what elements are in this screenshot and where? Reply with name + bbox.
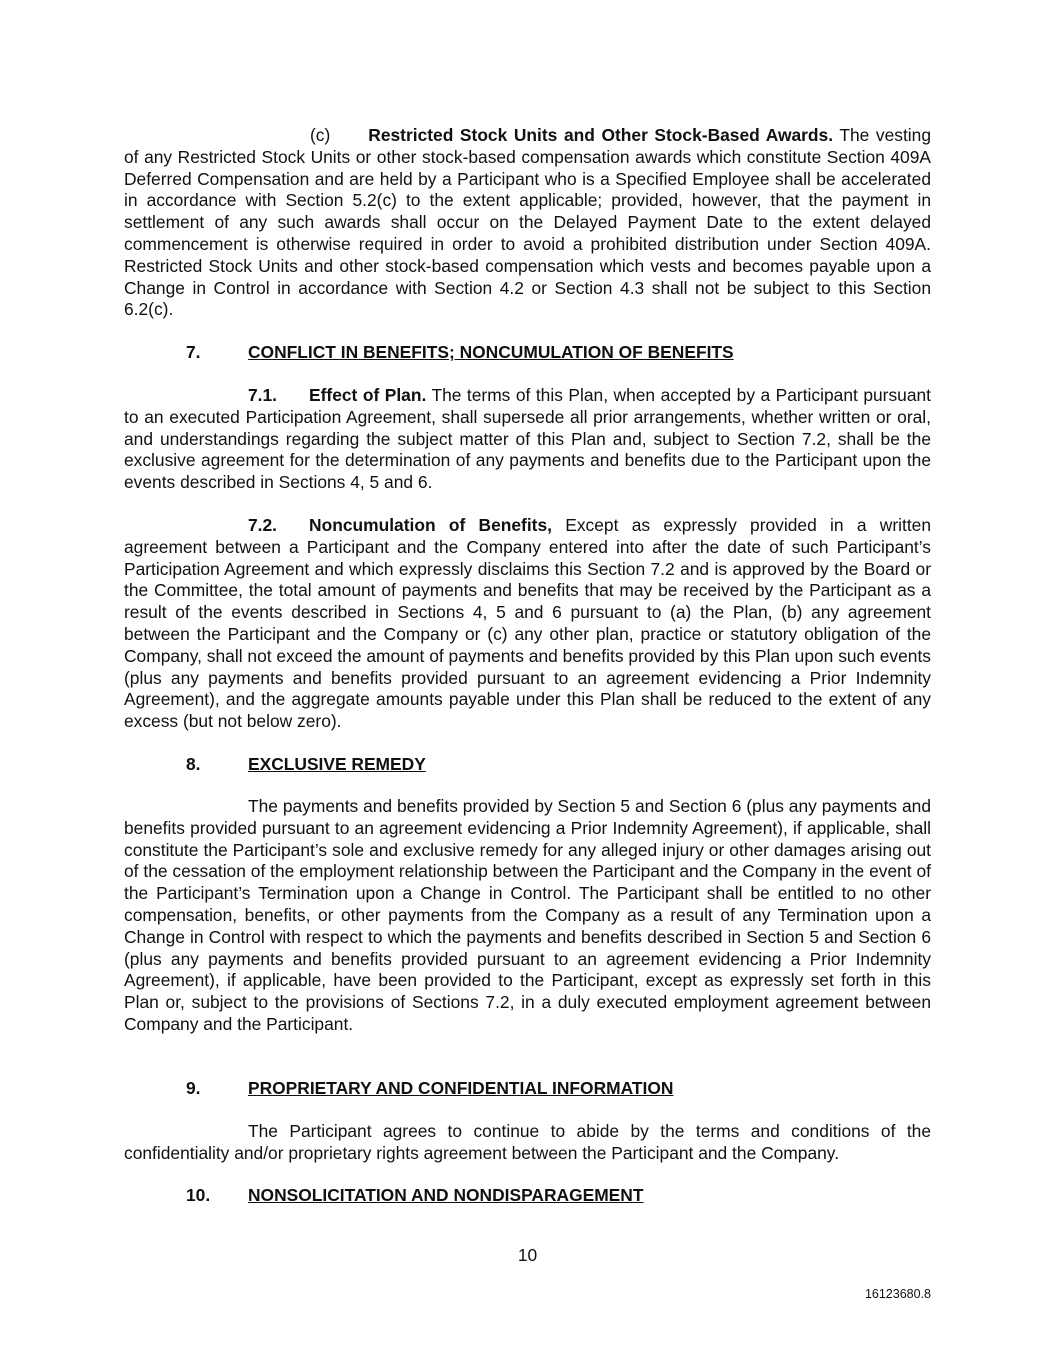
section-title: NONSOLICITATION AND NONDISPARAGEMENT <box>248 1185 644 1205</box>
section-number: 10. <box>186 1185 211 1205</box>
subsection-text: Except as expressly provided in a written agreement between a Participant and the Company entered into after the date of such Participant’s Participation Agreement and which expressly disclaims this Section 7.2 and is approved by the Board or the Committee, the total amount of payments and benefits that may be received by the Participant as a result of the events described in Sections 4, 5 and 6 pursuant to (a) the Plan, (b) any agreement between the Participant and the Company or (c) any other plan, practice or statutory obligation of the Company, shall not exceed the amount of payments and benefits provided by this Plan upon such events (plus any payments and benefits provided pursuant to an agreement evidencing a Prior Indemnity Agreement), and the aggregate amounts payable under this Plan shall be reduced to the extent of any excess (but not below zero). <box>124 515 931 732</box>
section-title: PROPRIETARY AND CONFIDENTIAL INFORMATION <box>248 1078 674 1098</box>
subsection-text: The vesting of any Restricted Stock Units or other stock-based compensation awards which constitute Section 409A Deferred Compensation and are held by a Participant who is a Specified Employee shall be accelerated in accordance with Section 5.2(c) to the extent applicable; provided, however, that the payment in settlement of any such awards shall occur on the Delayed Payment Date to the extent delayed commencement is otherwise required in order to avoid a prohibited distribution under Section 409A. Restricted Stock Units and other stock-based compensation which vests and becomes payable upon a Change in Control in accordance with Section 4.2 or Section 4.3 shall not be subject to this Section 6.2(c). <box>124 125 931 320</box>
subsection-text: The terms of this Plan, when accepted by a Participant pursuant to an executed Participation Agreement, shall supersede all prior arrangements, whether written or oral, and understandings regarding the subject matter of this Plan and, subject to Section 7.2, shall be the exclusive agreement for the determination of any payments and benefits due to the Participant upon the events described in Sections 4, 5 and 6. <box>124 385 931 493</box>
section-9-heading <box>186 1078 673 1100</box>
section-text: The payments and benefits provided by Section 5 and Section 6 (plus any payments and benefits provided pursuant to an agreement evidencing a Prior Indemnity Agreement), if applicable, shall constitute the Participant’s sole and exclusive remedy for any alleged injury or other damages arising out of the cessation of the employment relationship between the Participant and the Company in the event of the Participant’s Termination upon a Change in Control. The Participant shall be entitled to no other compensation, benefits, or other payments from the Company as a result of any Termination upon a Change in Control with respect to which the payments and benefits described in Section 5 and Section 6 (plus any payments and benefits provided pursuant to an agreement evidencing a Prior Indemnity Agreement), if applicable, have been provided to the Participant, except as expressly set forth in this Plan or, subject to the provisions of Sections 7.2, in a duly executed employment agreement between Company and the Participant. <box>124 796 931 1034</box>
section-6-2-c <box>124 125 931 321</box>
section-title: EXCLUSIVE REMEDY <box>248 754 426 774</box>
subsection-title: Effect of Plan. <box>309 385 427 405</box>
section-9-text <box>124 1121 931 1165</box>
subsection-title: Noncumulation of Benefits, <box>309 515 552 535</box>
section-7-1 <box>124 385 931 494</box>
page-number: 10 <box>517 1245 538 1265</box>
section-7-heading <box>186 342 734 364</box>
section-8-heading <box>186 754 426 776</box>
section-title: CONFLICT IN BENEFITS; NONCUMULATION OF BENEFITS <box>248 342 734 362</box>
section-number: 9. <box>186 1078 201 1098</box>
document-id: 16123680.8 <box>864 1287 931 1301</box>
section-text: The Participant agrees to continue to abide by the terms and conditions of the confidentiality and/or proprietary rights agreement between the Participant and the Company. <box>124 1121 931 1163</box>
subsection-title: Restricted Stock Units and Other Stock-Based Awards. <box>368 125 834 145</box>
section-7-2 <box>124 515 931 733</box>
subsection-number: 7.2. <box>248 515 278 535</box>
section-number: 7. <box>186 342 201 362</box>
subsection-label: (c) <box>310 125 331 145</box>
section-number: 8. <box>186 754 201 774</box>
section-8-text <box>124 796 931 1036</box>
subsection-number: 7.1. <box>248 385 278 405</box>
section-10-heading <box>186 1185 643 1207</box>
